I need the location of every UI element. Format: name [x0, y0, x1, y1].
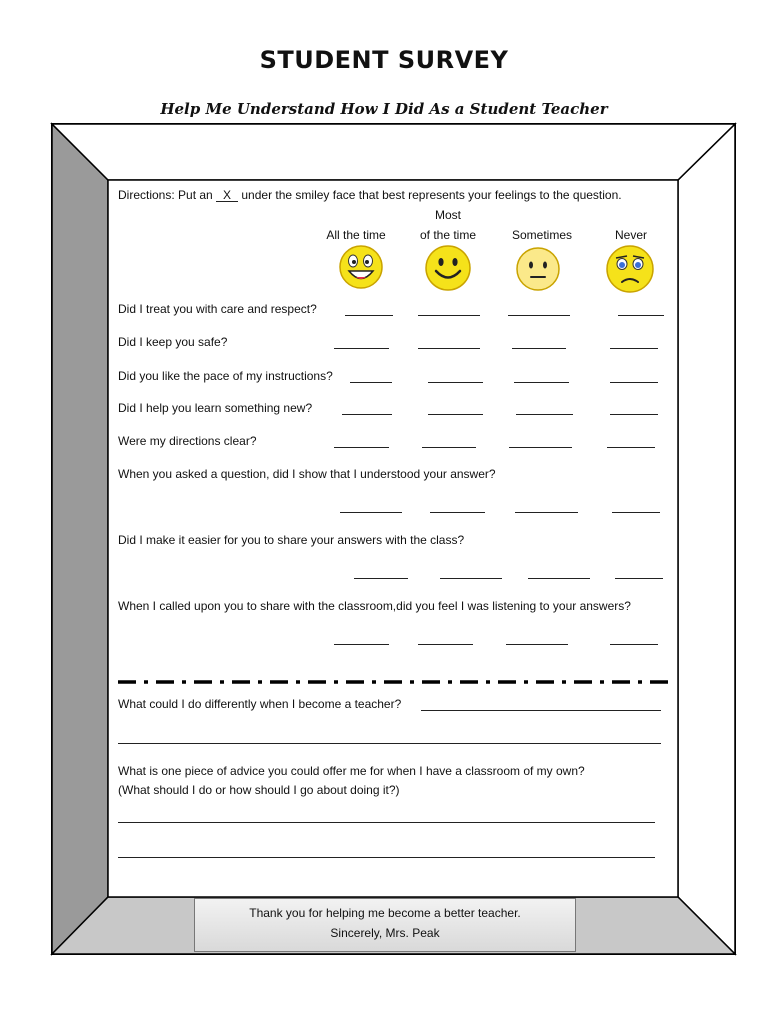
answer-blank[interactable] [610, 348, 658, 349]
answer-blank[interactable] [422, 447, 476, 448]
column-header-most-top: Most [434, 208, 461, 222]
answer-blank[interactable] [615, 578, 663, 579]
open-answer-line[interactable] [118, 743, 661, 744]
directions-text-before: Directions: Put an [118, 188, 217, 202]
page-title: STUDENT SURVEY [259, 46, 509, 74]
open-answer-line[interactable] [421, 710, 661, 711]
answer-blank[interactable] [428, 382, 483, 383]
grinning-face-icon [338, 244, 384, 290]
answer-blank[interactable] [345, 315, 393, 316]
answer-blank[interactable] [509, 447, 572, 448]
open-question-1: What could I do differently when I become a teacher? [118, 697, 402, 711]
open-question-2: What is one piece of advice you could offer me for when I have a classroom of my own? [118, 764, 585, 778]
open-answer-line[interactable] [118, 822, 655, 823]
directions-text-after: under the smiley face that best represents your feelings to the question. [238, 188, 622, 202]
answer-blank[interactable] [354, 578, 408, 579]
answer-blank[interactable] [618, 315, 664, 316]
answer-blank[interactable] [512, 348, 566, 349]
sad-face-icon [605, 244, 655, 294]
question-3: Did you like the pace of my instructions? [118, 369, 333, 383]
answer-blank[interactable] [440, 578, 502, 579]
footer-plaque [194, 898, 576, 952]
directions [118, 188, 622, 202]
answer-blank[interactable] [528, 578, 590, 579]
answer-blank[interactable] [612, 512, 660, 513]
answer-blank[interactable] [418, 348, 480, 349]
smiling-face-icon [424, 244, 472, 292]
answer-blank[interactable] [610, 382, 658, 383]
column-header-all-the-time: All the time [326, 228, 386, 242]
answer-blank[interactable] [334, 348, 389, 349]
neutral-face-icon [515, 246, 561, 292]
question-2: Did I keep you safe? [118, 335, 228, 349]
answer-blank[interactable] [514, 382, 569, 383]
answer-blank[interactable] [418, 315, 480, 316]
answer-blank[interactable] [508, 315, 570, 316]
question-4: Did I help you learn something new? [118, 401, 313, 415]
footer-signature: Sincerely, Mrs. Peak [330, 926, 440, 940]
answer-blank[interactable] [334, 447, 389, 448]
answer-blank[interactable] [334, 644, 389, 645]
column-header-sometimes: Sometimes [511, 228, 573, 242]
answer-blank[interactable] [610, 414, 658, 415]
question-5: Were my directions clear? [118, 434, 257, 448]
column-header-never: Never [614, 228, 647, 242]
footer-thanks: Thank you for helping me become a better teacher. [249, 906, 521, 920]
open-answer-line[interactable] [118, 857, 655, 858]
column-header-most-of-the-time: of the time [419, 228, 477, 242]
answer-blank[interactable] [430, 512, 485, 513]
answer-blank[interactable] [516, 414, 573, 415]
open-question-2-sub: (What should I do or how should I go about doing it?) [118, 783, 400, 797]
question-6: When you asked a question, did I show that I understood your answer? [118, 467, 496, 481]
answer-blank[interactable] [428, 414, 483, 415]
question-8: When I called upon you to share with the classroom,did you feel I was listening to your answers? [118, 599, 631, 613]
answer-blank[interactable] [610, 644, 658, 645]
question-7: Did I make it easier for you to share your answers with the class? [118, 533, 465, 547]
answer-blank[interactable] [607, 447, 655, 448]
directions-mark: X [216, 189, 238, 202]
section-divider [118, 678, 672, 686]
page-subtitle: Help Me Understand How I Did As a Student Teacher [160, 100, 608, 118]
answer-blank[interactable] [506, 644, 568, 645]
answer-blank[interactable] [350, 382, 392, 383]
answer-blank[interactable] [515, 512, 578, 513]
answer-blank[interactable] [342, 414, 392, 415]
question-1: Did I treat you with care and respect? [118, 302, 317, 316]
answer-blank[interactable] [418, 644, 473, 645]
answer-blank[interactable] [340, 512, 402, 513]
